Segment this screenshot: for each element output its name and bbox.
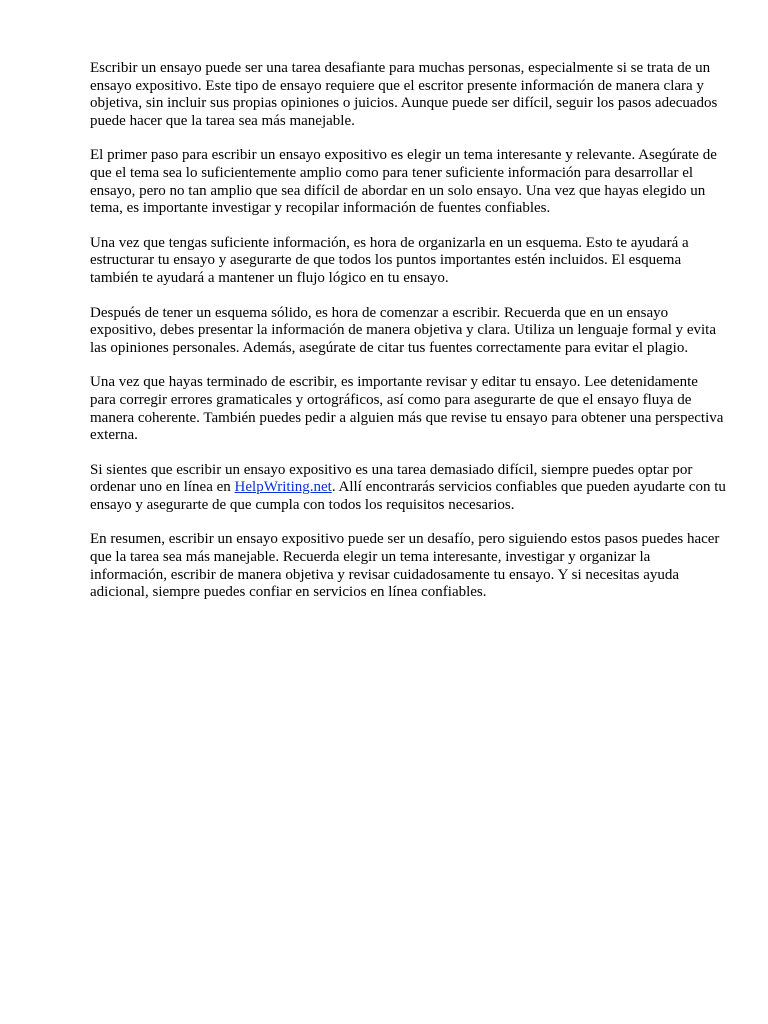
paragraph-revision: Una vez que hayas terminado de escribir, es importante revisar y editar tu ensayo. Lee detenidamente para corregir errores gramaticales y ortográficos, así como para asegurarte de que el ensayo fluya de manera coherente. También puedes pedir a alguien más que revise tu ensayo para obtener una perspectiva externa. [90,374,724,444]
paragraph-choose-topic: El primer paso para escribir un ensayo expositivo es elegir un tema interesante y relevante. Asegúrate de que el tema sea lo suficientemente amplio como para tener suficiente información para desarrollar el ensayo, pero no tan amplio que sea difícil de abordar en un solo ensayo. Una vez que hayas elegido un tema, es importante investigar y recopilar información de fuentes confiables. [90,147,717,217]
paragraph-outline: Una vez que tengas suficiente información, es hora de organizarla en un esquema. Esto te ayudará a estructurar tu ensayo y asegurarte de que todos los puntos importantes estén incluidos. El esquema también te ayudará a mantener un flujo lógico en tu ensayo. [90,234,689,286]
paragraph-writing: Después de tener un esquema sólido, es hora de comenzar a escribir. Recuerda que en un ensayo expositivo, debes presentar la información de manera objetiva y clara. Utiliza un lenguaje formal y evita las opiniones personales. Además, asegúrate de citar tus fuentes correctamente para evitar el plagio. [90,304,717,356]
order-text-after: . Allí encontrarás servicios confiables que pueden ayudarte con tu ensayo y asegurarte de que cumpla con todos los requisitos necesarios. [90,479,726,513]
document-body [90,60,726,619]
paragraph-summary: En resumen, escribir un ensayo expositivo puede ser un desafío, pero siguiendo estos pasos puedes hacer que la tarea sea más manejable. Recuerda elegir un tema interesante, investigar y organizar la información, escribir de manera objetiva y revisar cuidadosamente tu ensayo. Y si necesitas ayuda adicional, siempre puedes confiar en servicios en línea confiables. [90,531,720,601]
paragraph-order-online [90,462,726,515]
order-text-before: Si sientes que escribir un ensayo expositivo es una tarea demasiado difícil, siempre puedes optar por ordenar uno en línea en [90,461,693,496]
paragraph-intro: Escribir un ensayo puede ser una tarea desafiante para muchas personas, especialmente si se trata de un ensayo expositivo. Este tipo de ensayo requiere que el escritor presente información de manera clara y objetiva, sin incluir sus propias opiniones o juicios. Aunque puede ser difícil, seguir los pasos adecuados puede hacer que la tarea sea más manejable. [90,60,718,129]
helpwriting-link[interactable]: HelpWriting.net [234,479,332,496]
